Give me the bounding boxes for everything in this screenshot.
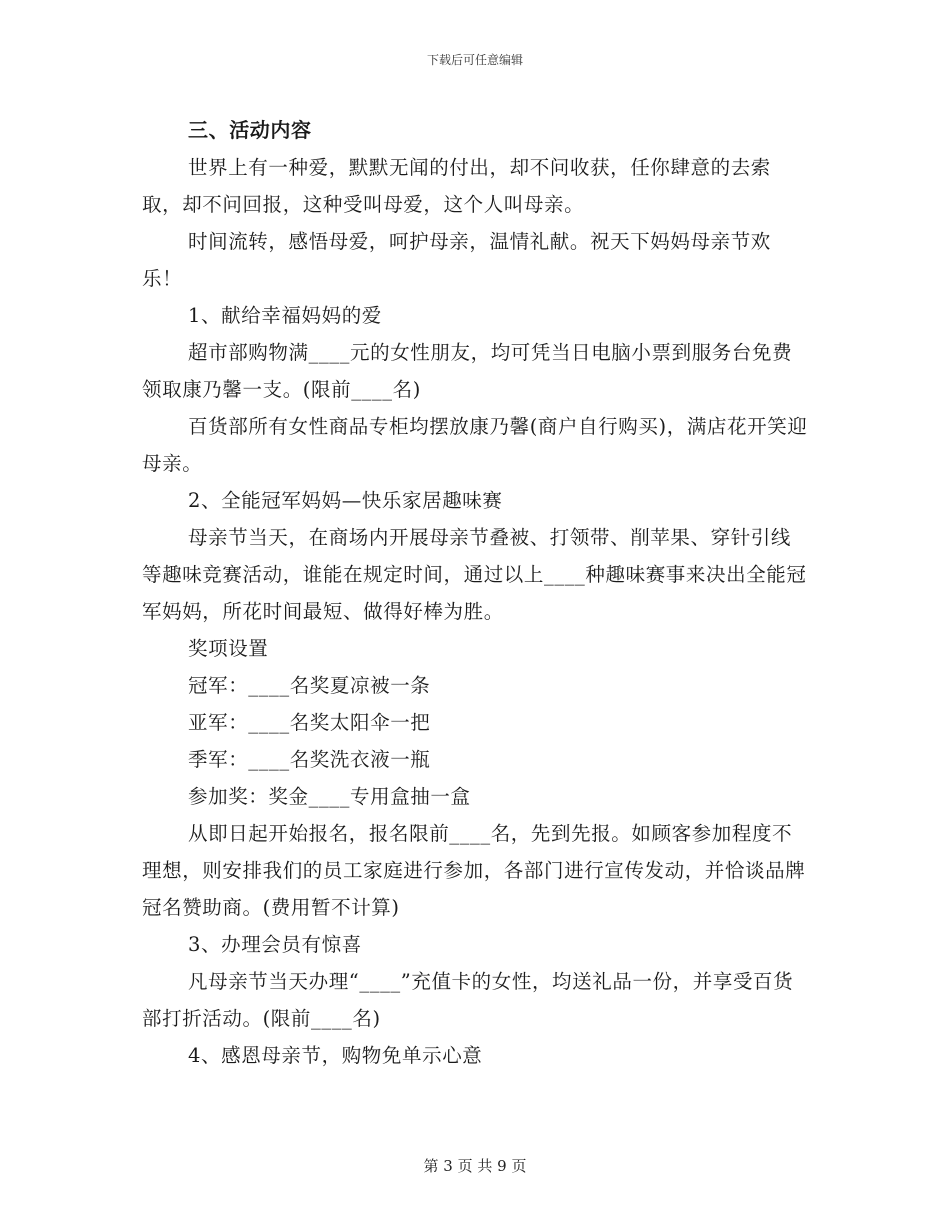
section-title: 三、活动内容 xyxy=(188,118,312,142)
page-number: 第 3 页 共 9 页 xyxy=(423,1157,527,1175)
subheading-1: 1、献给幸福妈妈的爱 xyxy=(188,304,382,327)
paragraph-supermarket: 超市部购物满____元的女性朋友，均可凭当日电脑小票到服务台免费领取康乃馨一支。(限前____名) xyxy=(142,341,793,401)
subheading-2: 2、全能冠军妈妈—快乐家居趣味赛 xyxy=(188,489,503,512)
award-runner-up: 亚军：____名奖太阳伞一把 xyxy=(188,711,431,734)
paragraph-department: 百货部所有女性商品专柜均摆放康乃馨(商户自行购买)，满店花开笑迎母亲。 xyxy=(142,415,808,475)
award-champion: 冠军：____名奖夏凉被一条 xyxy=(188,674,431,697)
award-participation: 参加奖：奖金____专用盒抽一盒 xyxy=(188,785,471,808)
paragraph-registration: 从即日起开始报名，报名限前____名，先到先报。如顾客参加程度不理想，则安排我们的员工家庭进行参加，各部门进行宣传发动，并恰谈品牌冠名赞助商。(费用暂不计算) xyxy=(142,822,806,919)
paragraph-membership: 凡母亲节当天办理“____”充值卡的女性，均送礼品一份，并享受百货部打折活动。(限前____名) xyxy=(142,970,794,1030)
paragraph-intro: 世界上有一种爱，默默无闻的付出，却不问收获，任你肆意的去索取，却不问回报，这种受叫母爱，这个人叫母亲。 xyxy=(142,156,771,216)
paragraph-blessing: 时间流转，感悟母爱，呵护母亲，温情礼献。祝天下妈妈母亲节欢乐！ xyxy=(142,230,771,290)
paragraph-contest: 母亲节当天，在商场内开展母亲节叠被、打领带、削苹果、穿针引线等趣味竞赛活动，谁能在规定时间，通过以上____种趣味赛事来决出全能冠军妈妈，所花时间最短、做得好棒为胜。 xyxy=(142,526,807,623)
award-third: 季军：____名奖洗衣液一瓶 xyxy=(188,748,431,771)
awards-title: 奖项设置 xyxy=(188,637,269,660)
document-body xyxy=(142,112,808,1074)
subheading-3: 3、办理会员有惊喜 xyxy=(188,933,362,956)
subheading-4: 4、感恩母亲节，购物免单示心意 xyxy=(188,1044,483,1067)
page-header: 下载后可任意编辑 xyxy=(426,53,523,67)
